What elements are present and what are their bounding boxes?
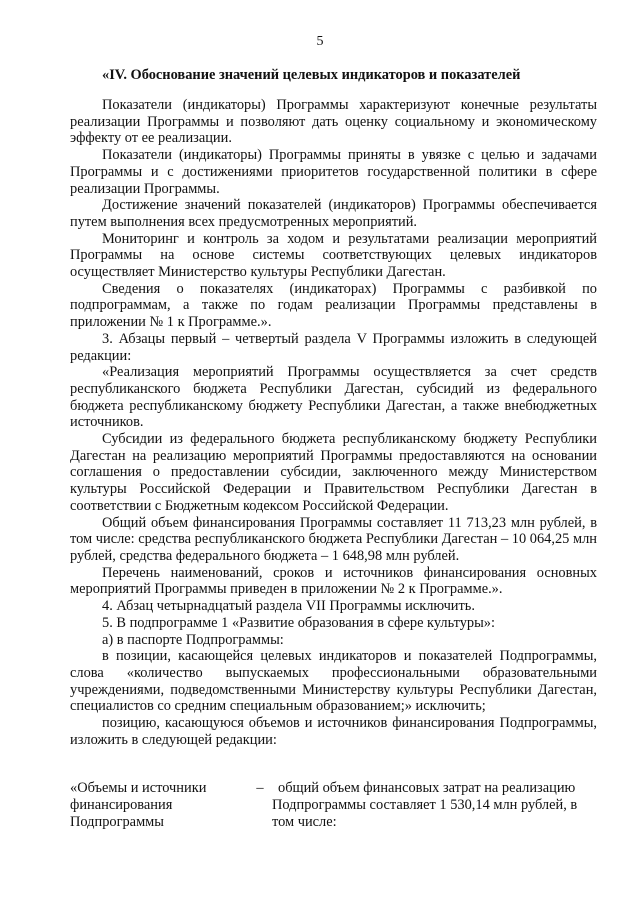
paragraph: Мониторинг и контроль за ходом и результатами реализации мероприятий Программы на основе системы соответствующих целевых индикаторов осуществляет Министерство культуры Республики Дагестан. (70, 230, 597, 281)
paragraph: Сведения о показателях (индикаторах) Программы с разбивкой по подпрограммам, а также по годам реализации Программы представлены в приложении № 1 к Программе.». (70, 280, 597, 331)
paragraph: 4. Абзац четырнадцатый раздела VII Программы исключить. (102, 598, 475, 615)
passport-value: общий объем финансовых затрат на реализацию Подпрограммы составляет 1 530,14 млн рублей, в том числе: (272, 780, 578, 830)
paragraph: 3. Абзацы первый – четвертый раздела V Программы изложить в следующей редакции: (70, 330, 597, 364)
paragraph: Показатели (индикаторы) Программы приняты в увязке с целью и задачами Программы и с достижениями приоритетов государственной политики в сфере реализации Программы. (70, 147, 597, 197)
page-number: 5 (316, 34, 324, 49)
paragraph: Показатели (индикаторы) Программы характеризуют конечные результаты реализации Программы и позволяют дать оценку социальному и экономическому эффекту от ее реализации. (70, 97, 597, 147)
paragraph: позицию, касающуюся объемов и источников финансирования Подпрограммы, изложить в следующей редакции: (70, 715, 597, 748)
document-body (70, 97, 597, 748)
paragraph: Общий объем финансирования Программы составляет 11 713,23 млн рублей, в том числе: средства республиканского бюджета Республики Дагестан – 10 064,25 млн рублей, средства федерального бюджета – 1 648,98 млн рублей. (70, 514, 597, 564)
passport-label: «Объемы и источники финансирования Подпрограммы (70, 780, 207, 830)
paragraph: в позиции, касающейся целевых индикаторов и показателей Подпрограммы, слова «количество выпускаемых профессиональными образовательными учреждениями, подведомственными Министерству культуры Республики Дагестан, специалистов со средним специальным образованием;» исключить; (70, 648, 597, 715)
paragraph: 5. В подпрограмме 1 «Развитие образования в сфере культуры»: (102, 614, 495, 631)
paragraph: а) в паспорте Подпрограммы: (102, 631, 284, 648)
passport-row (70, 780, 597, 831)
paragraph: Перечень наименований, сроков и источников финансирования основных мероприятий Программы приведен в приложении № 2 к Программе.». (70, 564, 597, 598)
paragraph: Субсидии из федерального бюджета республиканскому бюджету Республики Дагестан на реализацию мероприятий Программы предоставляются на основании соглашения о предоставлении субсидии, заключенного между Министерством культуры Российской Федерации и Правительством Республики Дагестан в соответствии с Бюджетным кодексом Российской Федерации. (70, 431, 597, 514)
section-heading: «IV. Обоснование значений целевых индикаторов и показателей (102, 67, 521, 83)
paragraph: «Реализация мероприятий Программы осуществляется за счет средств республиканского бюджета Республики Дагестан, субсидий из федерального бюджета республиканскому бюджету Республики Дагестан, а также внебюджетных источников. (70, 364, 597, 431)
paragraph: Достижение значений показателей (индикаторов) Программы обеспечивается путем выполнения всех предусмотренных мероприятий. (70, 197, 597, 230)
passport-dash: – (256, 780, 264, 796)
